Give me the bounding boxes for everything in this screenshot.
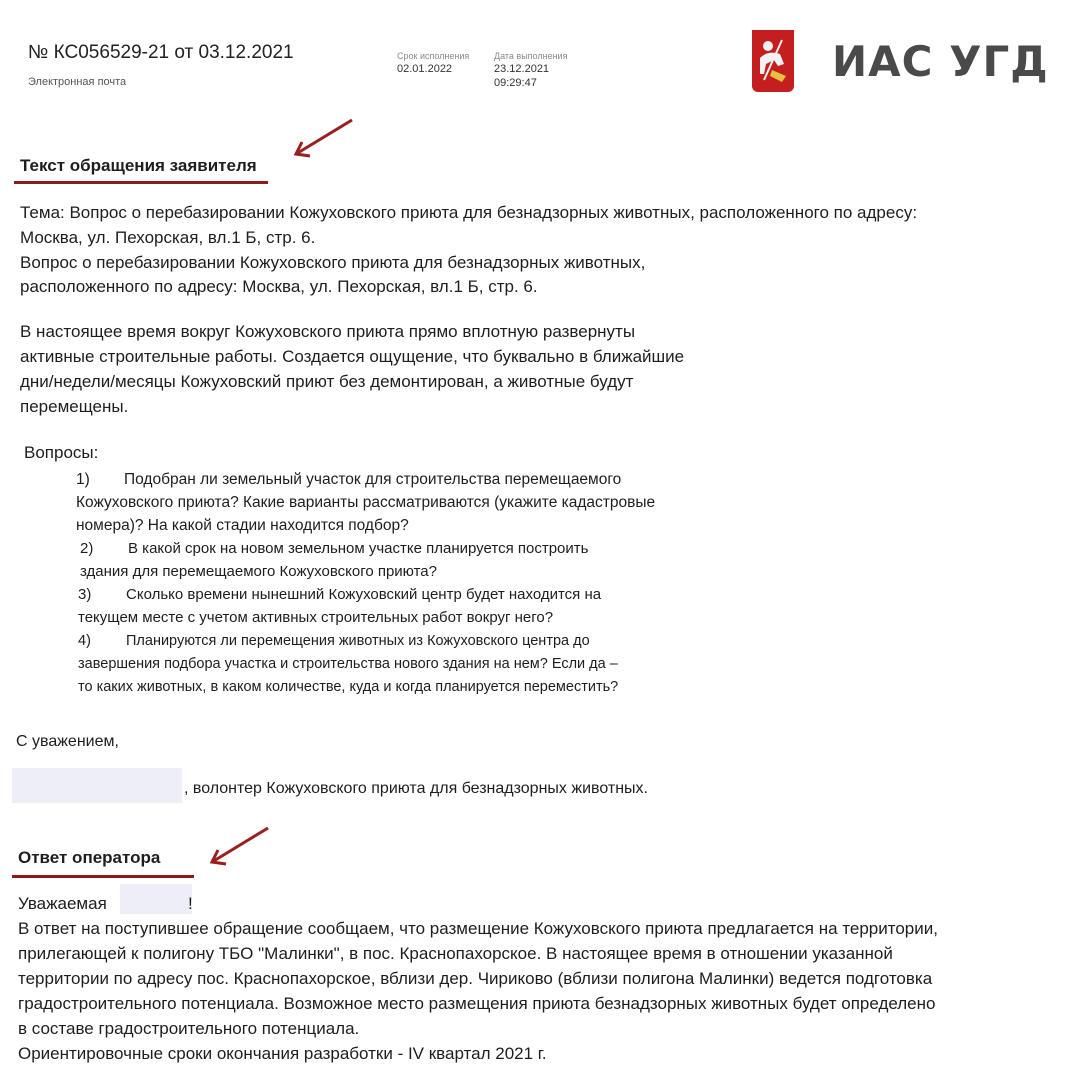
deadline-label: Срок исполнения [397,51,470,61]
request-paragraph-line: В настоящее время вокруг Кожуховского приюта прямо вплотную развернуты [20,322,636,341]
question-number: 4) [78,633,91,649]
answer-line: градостроительного потенциала. Возможное место размещения приюта безнадзорных животных будет определено [18,994,936,1013]
request-line: Москва, ул. Пехорская, вл.1 Б, стр. 6. [20,228,316,247]
answer-line: прилегающей к полигону ТБО "Малинки", в пос. Краснопахорское. В настоящее время в отношении указанной [18,944,893,963]
done-time: 09:29:47 [494,77,537,89]
signature-text: , волонтер Кожуховского приюта для безнадзорных животных. [184,780,648,797]
request-paragraph-line: перемещены. [20,397,129,416]
question-number: 2) [80,540,94,557]
question-1: 1) Подобран ли земельный участок для строительства перемещаемого [76,468,621,491]
question-number: 1) [76,471,90,488]
arrow-icon [204,822,274,870]
question-4-line: то каких животных, в каком количестве, куда и когда планируется переместить? [78,679,619,695]
done-date: 23.12.2021 [494,63,550,75]
answer-line: В ответ на поступившее обращение сообщаем, что размещение Кожуховского приюта предлагается на территории, [18,919,938,938]
answer-title-underline [12,875,194,878]
answer-line: территории по адресу пос. Краснопахорское, вблизи дер. Чириково (вблизи полигона Малинки) ведется подготовка [18,969,933,988]
answer-title: Ответ оператора [18,848,161,867]
request-line: Вопрос о перебазировании Кожуховского приюта для безнадзорных животных, [20,253,646,272]
answer-line: в составе градостроительного потенциала. [18,1019,360,1038]
answer-greeting: Уважаемая [18,894,107,913]
ias-ugd-logo: ИАС УГД [832,37,1049,86]
request-paragraph-line: дни/недели/месяцы Кожуховский приют без демонтирован, а животные будут [20,372,634,391]
question-4-line: завершения подбора участка и строительства нового здания на нем? Если да – [78,656,618,672]
question-3: 3) Сколько времени нынешний Кожуховский центр будет находится на [78,583,601,606]
arrow-icon [288,114,358,162]
answer-line: Ориентировочные сроки окончания разработки - IV квартал 2021 г. [18,1044,547,1063]
moscow-emblem-icon [752,30,794,92]
request-line: Тема: Вопрос о перебазировании Кожуховского приюта для безнадзорных животных, расположенного по адресу: [20,203,918,222]
question-1-line: номера)? На какой стадии находится подбор? [76,517,409,534]
questions-label: Вопросы: [24,443,99,462]
question-2: 2) В какой срок на новом земельном участке планируется построить [80,537,588,560]
done-label: Дата выполнения [494,51,568,61]
question-number: 3) [78,586,92,603]
question-2-line: здания для перемещаемого Кожуховского приюта? [80,563,437,580]
deadline-value: 02.01.2022 [397,63,453,75]
question-3-line: текущем месте с учетом активных строительных работ вокруг него? [78,609,554,626]
request-title-underline [14,181,268,184]
request-title: Текст обращения заявителя [20,156,257,175]
redacted-name [12,768,182,803]
closing-text: С уважением, [16,733,119,750]
request-line: расположенного по адресу: Москва, ул. Пехорская, вл.1 Б, стр. 6. [20,277,538,296]
question-1-line: Кожуховского приюта? Какие варианты рассматриваются (укажите кадастровые [76,494,656,511]
document-number: № КС056529-21 от 03.12.2021 [28,42,294,63]
answer-greeting-end: ! [188,894,193,913]
redacted-name [120,884,192,914]
channel-label: Электронная почта [28,76,127,88]
question-4: 4) Планируются ли перемещения животных из Кожуховского центра до [78,630,590,653]
request-paragraph-line: активные строительные работы. Создается ощущение, что буквально в ближайшие [20,347,685,366]
